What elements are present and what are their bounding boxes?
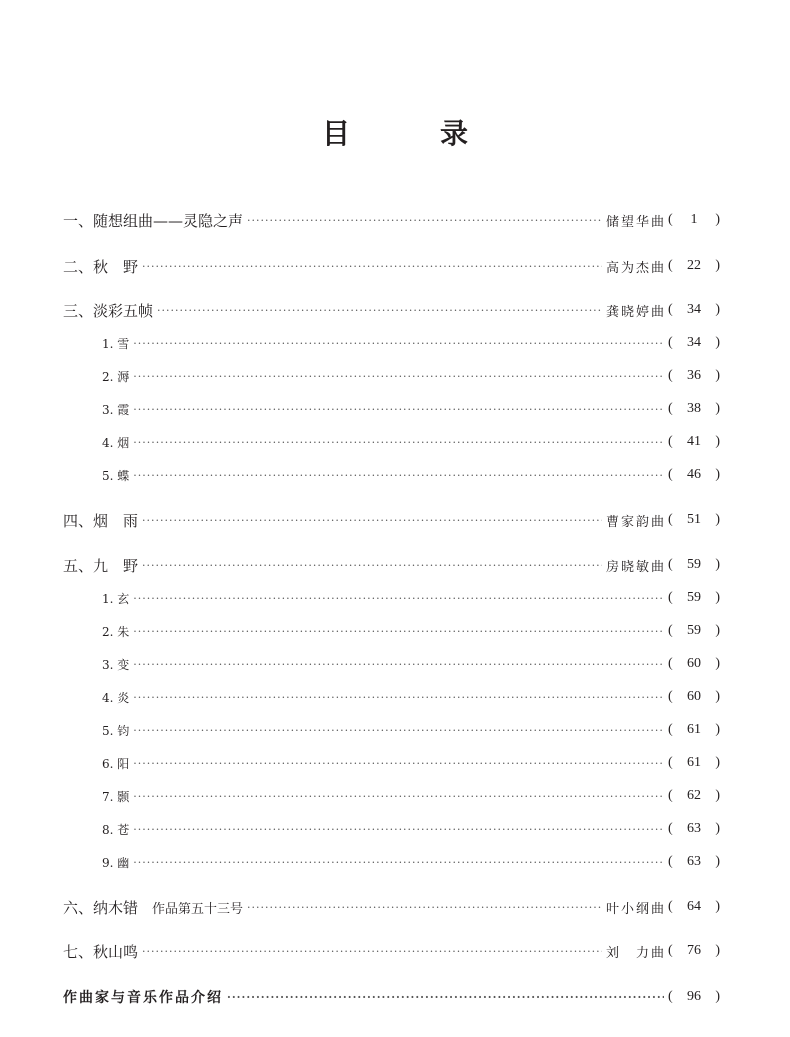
entry-composer: 储望华曲 xyxy=(605,214,666,230)
dot-leader xyxy=(133,857,664,868)
toc-subentry[interactable] xyxy=(102,685,720,709)
entry-title: 9. 幽 xyxy=(102,855,130,870)
entry-page: ( 59 ) xyxy=(668,590,720,605)
dot-leader xyxy=(133,692,664,703)
toc-entry[interactable] xyxy=(63,939,720,963)
dot-leader xyxy=(133,338,664,349)
dot-leader xyxy=(133,437,664,448)
toc-subentry[interactable] xyxy=(102,784,720,808)
dot-leader xyxy=(142,946,602,957)
dot-leader xyxy=(227,992,664,1003)
toc-subentry[interactable] xyxy=(102,430,720,454)
entry-title: 4. 炎 xyxy=(102,690,130,705)
entry-title: 二、秋 野 xyxy=(63,257,139,276)
entry-page: ( 36 ) xyxy=(668,368,720,383)
entry-composer: 曹家韵曲 xyxy=(605,514,666,530)
toc-entry[interactable] xyxy=(63,208,720,232)
entry-page: ( 34 ) xyxy=(668,335,720,350)
entry-title: 1. 雪 xyxy=(102,336,130,351)
entry-page: ( 61 ) xyxy=(668,755,720,770)
entry-composer: 叶小纲曲 xyxy=(605,901,666,917)
entry-title: 5. 蝶 xyxy=(102,468,130,483)
entry-page: ( 59 ) xyxy=(668,623,720,638)
toc-subentry[interactable] xyxy=(102,652,720,676)
entry-title: 2. 溽 xyxy=(102,369,130,384)
title-char-1: 目 xyxy=(321,117,350,150)
entry-title: 六、纳木错 作品第五十三号 xyxy=(63,898,244,917)
toc-subentry[interactable] xyxy=(102,619,720,643)
toc-subentry[interactable] xyxy=(102,751,720,775)
toc-subentry[interactable] xyxy=(102,364,720,388)
toc-subentry[interactable] xyxy=(102,718,720,742)
entry-title: 作曲家与音乐作品介绍 xyxy=(63,990,223,1006)
title-char-2: 录 xyxy=(440,117,469,150)
toc-entry[interactable] xyxy=(63,895,720,919)
toc-entry-appendix[interactable] xyxy=(63,985,720,1009)
entry-page: ( 38 ) xyxy=(668,401,720,416)
toc-subentry[interactable] xyxy=(102,586,720,610)
toc-entry[interactable] xyxy=(63,508,720,532)
entry-page: ( 22 ) xyxy=(668,258,720,273)
entry-title: 一、随想组曲——灵隐之声 xyxy=(63,211,244,230)
dot-leader xyxy=(133,626,664,637)
page-title xyxy=(0,112,790,152)
dot-leader xyxy=(133,371,664,382)
toc-subentry[interactable] xyxy=(102,397,720,421)
entry-title: 3. 霞 xyxy=(102,402,130,417)
entry-title: 四、烟 雨 xyxy=(63,511,139,530)
entry-title: 5. 钧 xyxy=(102,723,130,738)
entry-title: 8. 苍 xyxy=(102,822,130,837)
entry-page: ( 51 ) xyxy=(668,512,720,527)
entry-page: ( 60 ) xyxy=(668,656,720,671)
toc-entry[interactable] xyxy=(63,254,720,278)
entry-page: ( 76 ) xyxy=(668,943,720,958)
entry-title: 三、淡彩五帧 xyxy=(63,301,154,320)
entry-page: ( 46 ) xyxy=(668,467,720,482)
entry-title: 2. 朱 xyxy=(102,624,130,639)
entry-page: ( 63 ) xyxy=(668,821,720,836)
dot-leader xyxy=(133,758,664,769)
entry-composer: 高为杰曲 xyxy=(605,260,666,276)
dot-leader xyxy=(142,261,602,272)
entry-page: ( 62 ) xyxy=(668,788,720,803)
entry-title: 7. 颢 xyxy=(102,789,130,804)
entry-page: ( 34 ) xyxy=(668,302,720,317)
entry-composer: 刘 力曲 xyxy=(605,945,666,961)
entry-page: ( 63 ) xyxy=(668,854,720,869)
toc-subentry[interactable] xyxy=(102,850,720,874)
dot-leader xyxy=(133,791,664,802)
dot-leader xyxy=(133,470,664,481)
entry-page: ( 64 ) xyxy=(668,899,720,914)
dot-leader xyxy=(247,902,602,913)
toc-entry[interactable] xyxy=(63,553,720,577)
dot-leader xyxy=(133,824,664,835)
entry-page: ( 59 ) xyxy=(668,557,720,572)
entry-page: ( 61 ) xyxy=(668,722,720,737)
entry-title: 4. 烟 xyxy=(102,435,130,450)
entry-page: ( 41 ) xyxy=(668,434,720,449)
entry-title: 七、秋山鸣 xyxy=(63,942,139,961)
entry-composer: 龚晓婷曲 xyxy=(605,304,666,320)
entry-page: ( 1 ) xyxy=(668,212,720,227)
entry-page: ( 96 ) xyxy=(668,989,720,1004)
entry-page: ( 60 ) xyxy=(668,689,720,704)
entry-composer: 房晓敏曲 xyxy=(605,559,666,575)
entry-title: 五、九 野 xyxy=(63,556,139,575)
toc-subentry[interactable] xyxy=(102,331,720,355)
dot-leader xyxy=(142,515,602,526)
dot-leader xyxy=(247,215,602,226)
dot-leader xyxy=(142,560,602,571)
toc-entry[interactable] xyxy=(63,298,720,322)
dot-leader xyxy=(133,593,664,604)
dot-leader xyxy=(157,305,602,316)
entry-title: 6. 阳 xyxy=(102,756,130,771)
entry-title: 3. 变 xyxy=(102,657,130,672)
dot-leader xyxy=(133,404,664,415)
toc-subentry[interactable] xyxy=(102,463,720,487)
entry-title: 1. 玄 xyxy=(102,591,130,606)
dot-leader xyxy=(133,725,664,736)
toc-subentry[interactable] xyxy=(102,817,720,841)
entry-opus-note: 作品第五十三号 xyxy=(152,901,244,917)
dot-leader xyxy=(133,659,664,670)
